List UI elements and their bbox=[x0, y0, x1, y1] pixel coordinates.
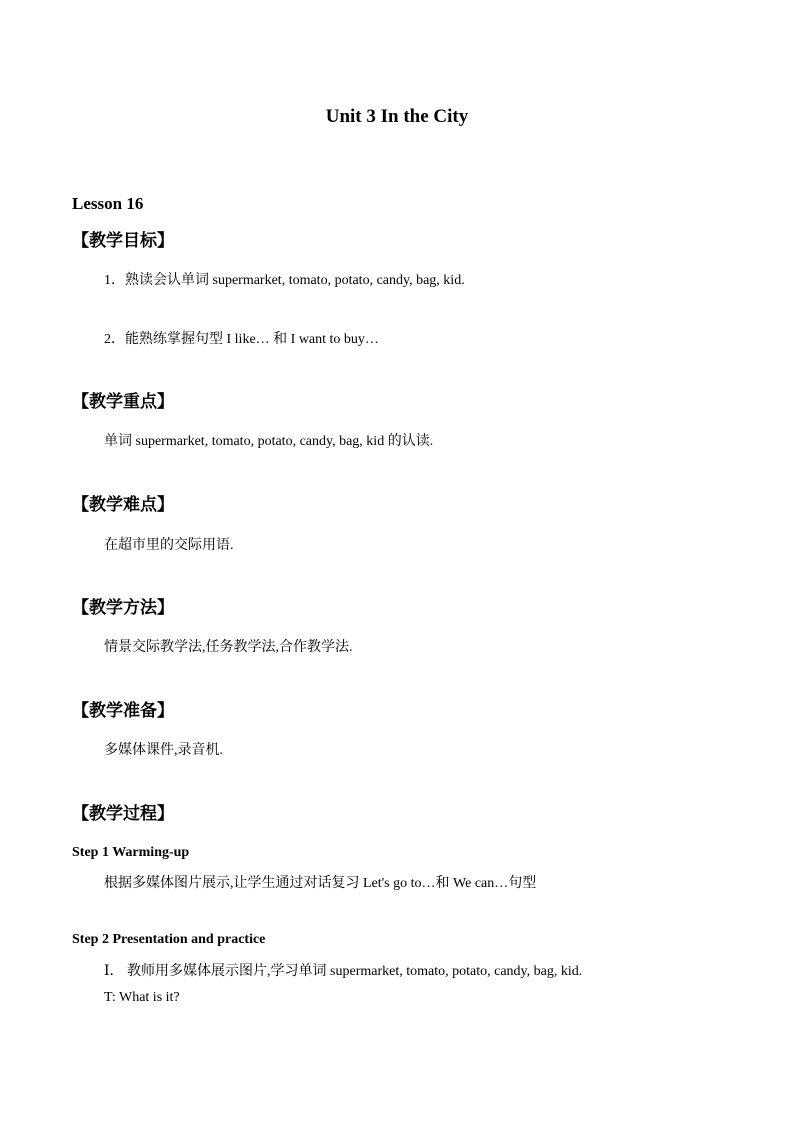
goal-item-1: 1．熟读会认单词 supermarket, tomato, potato, candy, bag, kid. bbox=[104, 273, 465, 288]
key-points-text: 单词 supermarket, tomato, potato, candy, bag, kid 的认读. bbox=[104, 434, 434, 449]
section-heading-difficulties: 【教学难点】 bbox=[72, 495, 174, 515]
document-title: Unit 3 In the City bbox=[325, 106, 469, 127]
step1-text: 根据多媒体图片展示,让学生通过对话复习 Let's go to…和 We can…句型 bbox=[104, 876, 537, 891]
lesson-label: Lesson 16 bbox=[72, 194, 144, 213]
section-heading-goals: 【教学目标】 bbox=[72, 231, 174, 251]
step2-text: Ⅰ． 教师用多媒体展示图片,学习单词 supermarket, tomato, potato, candy, bag, kid. bbox=[104, 964, 583, 979]
goal-item-2: 2．能熟练掌握句型 I like… 和 I want to buy… bbox=[104, 332, 379, 347]
difficulties-text: 在超市里的交际用语. bbox=[104, 538, 234, 553]
section-heading-methods: 【教学方法】 bbox=[72, 598, 174, 618]
dialogue-line: T: What is it? bbox=[104, 990, 180, 1005]
section-heading-process: 【教学过程】 bbox=[72, 804, 174, 824]
methods-text: 情景交际教学法,任务教学法,合作教学法. bbox=[104, 640, 353, 655]
section-heading-preparation: 【教学准备】 bbox=[72, 701, 174, 721]
preparation-text: 多媒体课件,录音机. bbox=[104, 743, 223, 758]
step1-title: Step 1 Warming-up bbox=[72, 845, 190, 860]
section-heading-key-points: 【教学重点】 bbox=[72, 392, 174, 412]
step2-title: Step 2 Presentation and practice bbox=[72, 932, 266, 947]
